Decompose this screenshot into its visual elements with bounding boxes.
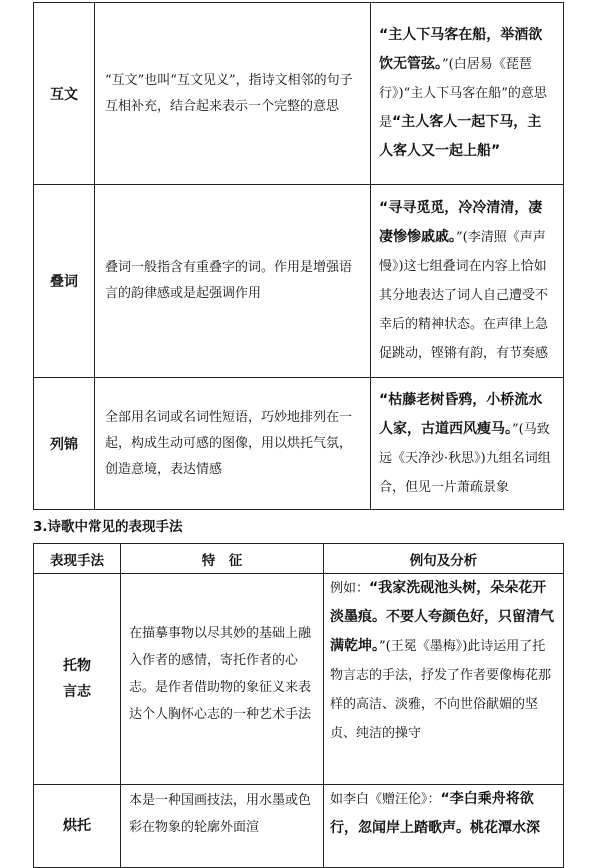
example-cell xyxy=(371,3,564,185)
example-quote: “主人客人一起下马，主人客人又一起上船” xyxy=(379,114,542,159)
table-row xyxy=(34,378,564,510)
example-intro: 如李白《赠汪伦》： xyxy=(330,792,441,807)
example-quote: “我家洗砚池头树，朵朵花开淡墨痕。不要人夸颜色好，只留清气满乾坤。 xyxy=(330,580,554,654)
example-analysis: ”(李清照《声声慢》)这七组叠词在内容上恰如其分地表达了词人自己遭受不幸后的精神状态。在声律上急促跳动，铿锵有韵，有节奏感 xyxy=(379,230,549,361)
example-intro: 例如： xyxy=(330,581,370,596)
example-analysis: ”(白居易《琵琶行》)“主人下马客在船”的意思是 xyxy=(379,57,547,130)
method-cell: 烘托 xyxy=(34,785,121,868)
term-cell: 互文 xyxy=(34,3,95,185)
description-cell: 全部用名词或名词性短语，巧妙地排列在一起，构成生动可感的图像，用以烘托气氛，创造意境，表达情感 xyxy=(95,378,371,510)
table-row xyxy=(34,785,564,868)
example-quote: “枯藤老树昏鸦，小桥流水人家，古道西风瘦马。 xyxy=(379,391,543,437)
column-header: 例句及分析 xyxy=(324,544,564,574)
column-header: 表现手法 xyxy=(34,544,121,574)
example-analysis: ”(马致远《天净沙·秋思》)九组名词组合，但见一片萧疏景象 xyxy=(379,421,551,495)
example-analysis: ”(王冕《墨梅》)此诗运用了托物言志的手法，抒发了作者要像梅花那样的高洁、淡雅，不向世俗献媚的坚贞、纯洁的操守 xyxy=(330,639,552,741)
example-quote: “寻寻觅觅，冷冷清清，凄凄惨惨戚戚。 xyxy=(379,200,543,245)
method-cell: 托物 言志 xyxy=(34,574,121,785)
table-row xyxy=(34,3,564,185)
example-quote: “李白乘舟将欲行，忽闻岸上踏歌声。桃花潭水深 xyxy=(330,791,540,836)
feature-cell: 在描摹事物以尽其妙的基础上融入作者的感情，寄托作者的心志。是作者借助物的象征义来表达个人胸怀心志的一种艺术手法 xyxy=(121,574,324,785)
table-row xyxy=(34,185,564,378)
term-cell: 叠词 xyxy=(34,185,95,378)
section-title: 3.诗歌中常见的表现手法 xyxy=(33,519,183,535)
techniques-table xyxy=(33,543,564,868)
table-row xyxy=(34,574,564,785)
table-header-row xyxy=(34,544,564,574)
example-cell xyxy=(371,378,564,510)
example-cell xyxy=(371,185,564,378)
description-cell: “互文”也叫“互文见义”，指诗文相邻的句子互相补充，结合起来表示一个完整的意思 xyxy=(95,3,371,185)
example-quote: “主人下马客在船，举酒欲饮无管弦。 xyxy=(379,27,543,72)
description-cell: 叠词一般指含有重叠字的词。作用是增强语言的韵律感或是起强调作用 xyxy=(95,185,371,378)
example-cell xyxy=(324,785,564,868)
term-cell: 列锦 xyxy=(34,378,95,510)
column-header: 特 征 xyxy=(121,544,324,574)
example-cell xyxy=(324,574,564,785)
rhetoric-table xyxy=(33,2,564,510)
feature-cell: 本是一种国画技法，用水墨或色彩在物象的轮廓外面渲 xyxy=(121,785,324,868)
